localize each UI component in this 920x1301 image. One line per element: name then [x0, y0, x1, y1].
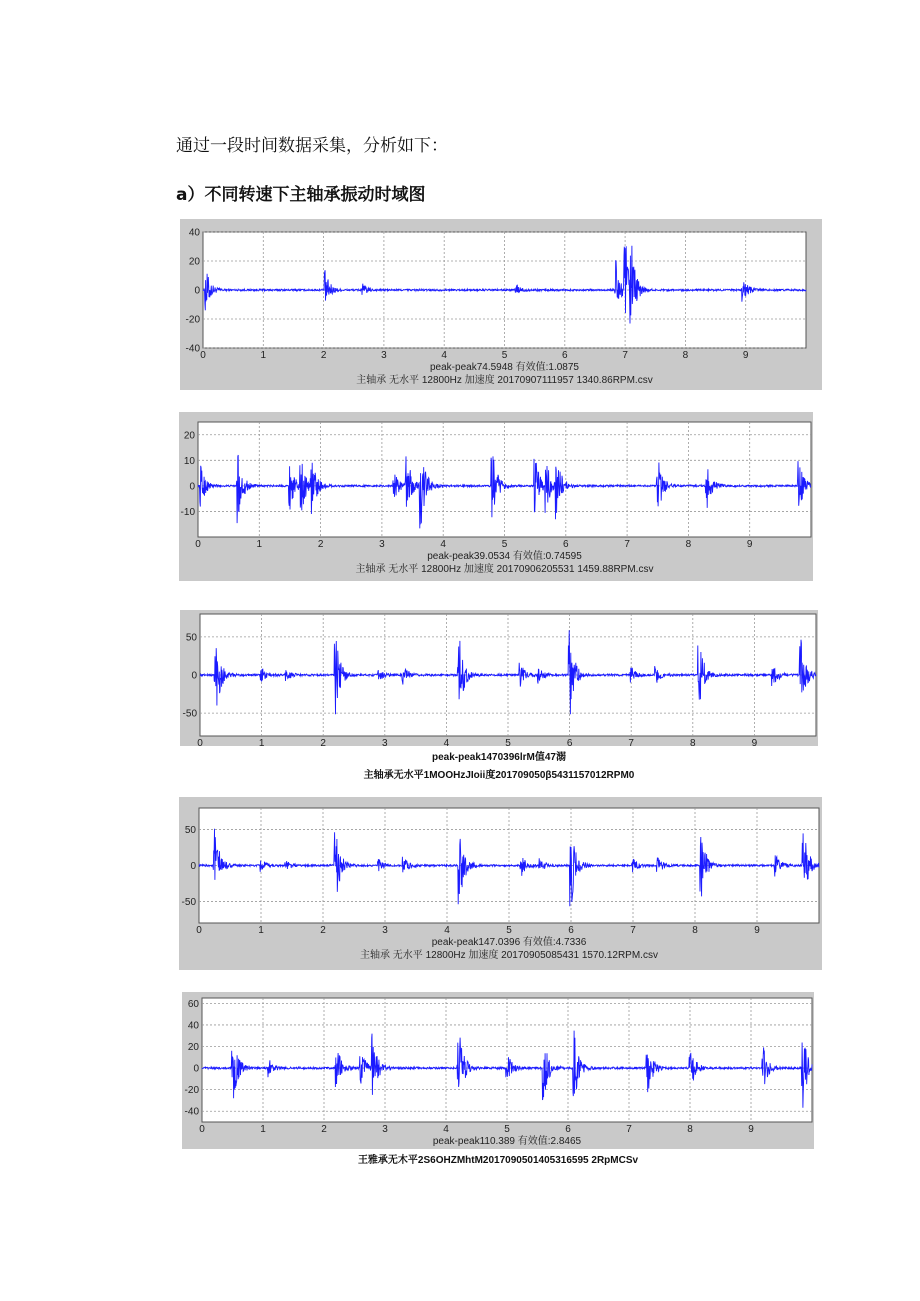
x-tick-label: 4 — [444, 925, 450, 936]
x-tick-label: 6 — [563, 539, 569, 550]
x-tick-label: 8 — [690, 738, 696, 746]
chart-3-caption-line2: 主轴承无水平1MOOHzJIoii度201709050β5431157012RPM0 — [363, 770, 635, 781]
x-tick-label: 0 — [197, 738, 203, 746]
x-tick-label: 3 — [382, 1124, 388, 1135]
chart-3-caption — [180, 748, 818, 781]
chart-5-caption-line2: 王雅承无木平2S6OHZMhtM2017090501405316595 2RpMCSv — [357, 1155, 639, 1166]
x-tick-label: 3 — [382, 738, 388, 746]
x-tick-label: 7 — [624, 539, 630, 550]
x-tick-label: 4 — [441, 350, 447, 361]
x-tick-label: 5 — [506, 925, 512, 936]
chart-caption-line1: peak-peak74.5948 有效值:1.0875 — [430, 362, 579, 373]
x-tick-label: 7 — [628, 738, 634, 746]
x-tick-label: 5 — [505, 738, 511, 746]
x-tick-label: 1 — [256, 539, 263, 550]
x-tick-label: 2 — [317, 539, 324, 550]
x-tick-label: 1 — [258, 925, 264, 936]
chart-caption-line2: 主轴承 无水平 12800Hz 加速度 20170907111957 1340.86RPM.csv — [356, 375, 653, 386]
chart-svg-5 — [182, 992, 814, 1149]
chart-svg-1 — [180, 219, 822, 390]
chart-caption-line2: 主轴承 无水平 12800Hz 加速度 20170906205531 1459.88RPM.csv — [355, 564, 654, 575]
x-tick-label: 7 — [626, 1124, 632, 1135]
x-tick-label: 4 — [440, 539, 446, 550]
x-tick-label: 0 — [196, 925, 202, 936]
chart-svg-4 — [179, 797, 822, 970]
x-tick-label: 8 — [692, 925, 698, 936]
x-tick-label: 5 — [501, 539, 508, 550]
x-tick-label: 2 — [321, 1124, 327, 1135]
chart-3-caption-line1: peak-peak1470396lrM值47溺 — [432, 752, 566, 763]
x-tick-label: 6 — [566, 738, 573, 746]
x-tick-label: 5 — [501, 350, 508, 361]
chart-caption-line2: 主轴承 无水平 12800Hz 加速度 20170905085431 1570.12RPM.csv — [360, 950, 658, 961]
x-tick-label: 8 — [682, 350, 689, 361]
chart-caption-line1: peak-peak110.389 有效值:2.8465 — [432, 1136, 582, 1147]
x-tick-label: 6 — [568, 925, 574, 936]
x-tick-label: 4 — [443, 1124, 449, 1135]
x-tick-label: 4 — [443, 738, 450, 746]
x-tick-label: 5 — [504, 1124, 510, 1135]
x-tick-label: 3 — [379, 539, 385, 550]
x-tick-label: 0 — [195, 539, 201, 550]
x-tick-label: 9 — [748, 1124, 754, 1135]
vibration-chart-4 — [179, 797, 822, 970]
x-tick-label: 7 — [630, 925, 636, 936]
y-tick-label: 0 — [190, 861, 196, 872]
x-tick-label: 1 — [260, 1124, 266, 1135]
y-tick-label: -50 — [182, 708, 197, 720]
chart-svg-3 — [180, 610, 818, 746]
y-tick-label: 60 — [187, 998, 199, 1010]
y-tick-label: 40 — [187, 1020, 199, 1032]
y-tick-label: 50 — [185, 632, 197, 644]
x-tick-label: 9 — [754, 925, 760, 936]
chart-caption-line1: peak-peak39.0534 有效值:0.74595 — [427, 551, 582, 562]
y-tick-label: -40 — [184, 1106, 199, 1118]
y-tick-label: 50 — [184, 825, 196, 837]
x-tick-label: 0 — [200, 350, 206, 361]
y-tick-label: 40 — [188, 227, 200, 239]
x-tick-label: 8 — [685, 539, 692, 550]
chart-caption-line1: peak-peak147.0396 有效值:4.7336 — [431, 937, 587, 948]
y-tick-label: 0 — [191, 670, 197, 682]
y-tick-label: 0 — [193, 1063, 199, 1075]
x-tick-label: 7 — [622, 350, 628, 361]
x-tick-label: 1 — [260, 350, 267, 361]
y-tick-label: 0 — [194, 285, 200, 297]
vibration-chart-1 — [180, 219, 822, 390]
x-tick-label: 6 — [562, 350, 568, 361]
y-tick-label: -20 — [184, 1085, 199, 1097]
y-tick-label: -50 — [181, 896, 196, 908]
intro-text: 通过一段时间数据采集，分析如下： — [176, 136, 448, 156]
x-tick-label: 6 — [565, 1124, 571, 1135]
vibration-chart-3 — [180, 610, 818, 746]
x-tick-label: 8 — [687, 1124, 693, 1135]
x-tick-label: 2 — [320, 925, 326, 936]
section-heading: a）不同转速下主轴承振动时域图 — [176, 185, 426, 205]
y-tick-label: -20 — [185, 314, 200, 326]
x-tick-label: 9 — [742, 350, 749, 361]
y-tick-label: 20 — [188, 256, 200, 268]
x-tick-label: 9 — [751, 738, 758, 746]
x-tick-label: 9 — [746, 539, 753, 550]
chart-5-caption — [182, 1151, 814, 1166]
x-tick-label: 3 — [381, 350, 387, 361]
x-tick-label: 1 — [258, 738, 265, 746]
y-tick-label: -40 — [185, 343, 200, 355]
y-tick-label: 20 — [183, 430, 195, 442]
y-tick-label: -10 — [180, 506, 195, 518]
y-tick-label: 20 — [187, 1042, 199, 1054]
chart-svg-2 — [179, 412, 813, 581]
x-tick-label: 3 — [382, 925, 388, 936]
x-tick-label: 0 — [199, 1124, 205, 1135]
x-tick-label: 2 — [320, 350, 327, 361]
y-tick-label: 10 — [183, 455, 195, 467]
vibration-chart-5 — [182, 992, 814, 1149]
vibration-chart-2 — [179, 412, 813, 581]
y-tick-label: 0 — [189, 481, 195, 493]
x-tick-label: 2 — [320, 738, 326, 746]
